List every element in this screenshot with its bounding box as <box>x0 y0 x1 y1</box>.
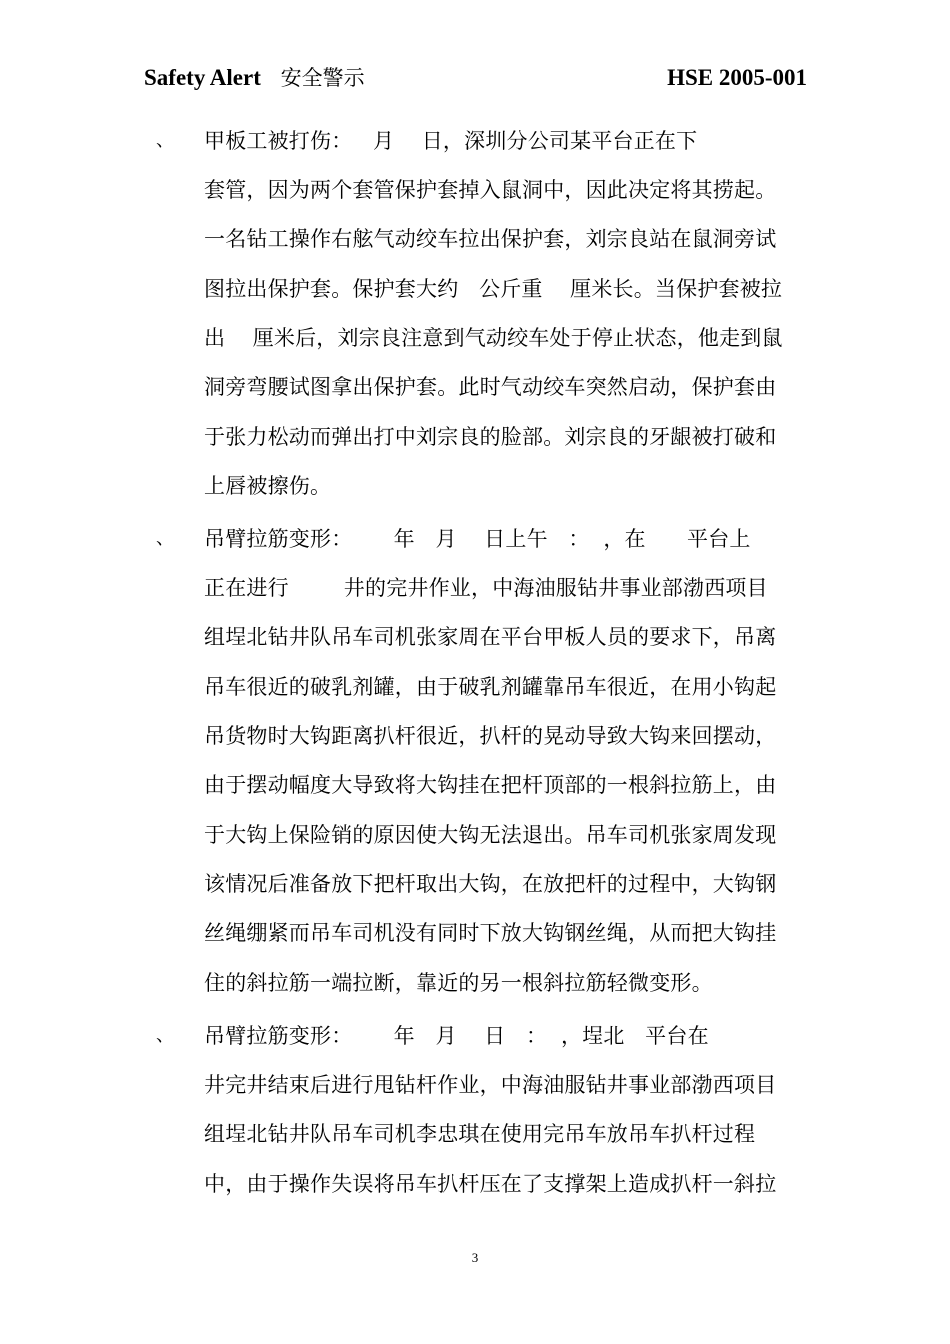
text-line: 吊臂拉筋变形： 年 月 日 ： ，埕北 平台在 <box>204 1024 709 1048</box>
text-line: 图拉出保护套。保护套大约 公斤重 厘米长。当保护套被拉 <box>204 277 783 301</box>
text-line: 中，由于操作失误将吊车扒杆压在了支撑架上造成扒杆一斜拉 <box>204 1172 777 1196</box>
text-line: 一名钻工操作右舷气动绞车拉出保护套，刘宗良站在鼠洞旁试 <box>204 227 777 251</box>
text-line: 丝绳绷紧而吊车司机没有同时下放大钩钢丝绳，从而把大钩挂 <box>204 921 777 945</box>
header-title-en: Safety Alert <box>144 65 261 90</box>
text-line: 组埕北钻井队吊车司机李忠琪在使用完吊车放吊车扒杆过程 <box>204 1122 756 1146</box>
text-line: 于张力松动而弹出打中刘宗良的脸部。刘宗良的牙龈被打破和 <box>204 425 777 449</box>
text-line: 吊车很近的破乳剂罐，由于破乳剂罐靠吊车很近，在用小钩起 <box>204 675 777 699</box>
list-marker: 、 <box>156 528 174 549</box>
text-line: 甲板工被打伤： 月 日，深圳分公司某平台正在下 <box>204 129 698 153</box>
text-line: 上唇被擦伤。 <box>204 474 332 498</box>
text-line: 该情况后准备放下把杆取出大钩，在放把杆的过程中，大钩钢 <box>204 872 777 896</box>
header-doc-code: HSE 2005-001 <box>667 65 807 90</box>
text-line: 洞旁弯腰试图拿出保护套。此时气动绞车突然启动，保护套由 <box>204 375 777 399</box>
header-title <box>144 62 365 92</box>
text-line: 吊臂拉筋变形： 年 月 日上午 ： ，在 平台上 <box>204 527 751 551</box>
text-line: 组埕北钻井队吊车司机张家周在平台甲板人员的要求下，吊离 <box>204 625 777 649</box>
text-line: 住的斜拉筋一端拉断，靠近的另一根斜拉筋轻微变形。 <box>204 971 713 995</box>
list-marker: 、 <box>156 130 174 151</box>
header-title-cn: 安全警示 <box>280 66 365 90</box>
page-header <box>144 62 807 96</box>
page-number: 3 <box>471 1250 479 1265</box>
text-line: 井完井结束后进行甩钻杆作业，中海油服钻井事业部渤西项目 <box>204 1073 777 1097</box>
text-line: 由于摆动幅度大导致将大钩挂在把杆顶部的一根斜拉筋上，由 <box>204 773 777 797</box>
text-line: 套管，因为两个套管保护套掉入鼠洞中，因此决定将其捞起。 <box>204 178 777 202</box>
text-line: 正在进行 井的完井作业，中海油服钻井事业部渤西项目 <box>204 576 768 600</box>
text-line: 出 厘米后，刘宗良注意到气动绞车处于停止状态，他走到鼠 <box>204 326 783 350</box>
text-line: 于大钩上保险销的原因使大钩无法退出。吊车司机张家周发现 <box>204 823 777 847</box>
text-line: 吊货物时大钩距离扒杆很近，扒杆的晃动导致大钩来回摆动， <box>204 724 777 748</box>
list-marker: 、 <box>156 1025 174 1046</box>
